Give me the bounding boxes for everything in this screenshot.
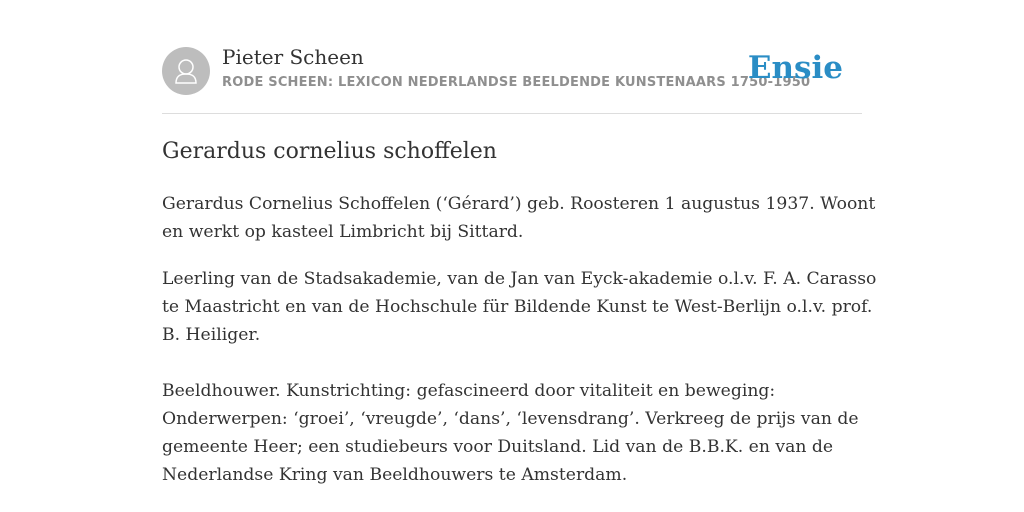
- article-body: [162, 190, 877, 489]
- paragraph-line: Gerardus Cornelius Schoffelen (‘Gérard’) geb. Roosteren 1 augustus 1937. Woont: [162, 194, 876, 214]
- paragraph-line: Onderwerpen: ‘groei’, ‘vreugde’, ‘dans’, ‘levensdrang’. Verkreeg de prijs van de: [162, 409, 859, 429]
- article-paragraph: [162, 377, 872, 489]
- user-silhouette-icon: [162, 47, 210, 95]
- article-title: Gerardus cornelius schoffelen: [162, 139, 497, 164]
- article-page: [162, 0, 877, 512]
- paragraph-line: gemeente Heer; een studiebeurs voor Duitsland. Lid van de B.B.K. en van de: [162, 437, 834, 457]
- paragraph-line: te Maastricht en van de Hochschule für Bildende Kunst te West-Berlijn o.l.v. prof.: [162, 297, 873, 317]
- author-avatar[interactable]: [162, 47, 210, 95]
- paragraph-line: Leerling van de Stadsakademie, van de Jan van Eyck-akademie o.l.v. F. A. Carasso: [162, 269, 877, 289]
- brand-logo[interactable]: Ensie: [747, 50, 843, 86]
- article-paragraph: [162, 265, 877, 349]
- paragraph-line: Nederlandse Kring van Beeldhouwers te Amsterdam.: [162, 465, 628, 485]
- author-name[interactable]: Pieter Scheen: [222, 45, 364, 69]
- paragraph-line: B. Heiliger.: [162, 325, 261, 345]
- paragraph-line: en werkt op kasteel Limbricht bij Sittard.: [162, 222, 524, 242]
- article-header: [162, 0, 862, 114]
- paragraph-line: Beeldhouwer. Kunstrichting: gefascineerd door vitaliteit en beweging:: [162, 381, 776, 401]
- source-name[interactable]: RODE SCHEEN: LEXICON NEDERLANDSE BEELDENDE KUNSTENAARS 1750-1950: [222, 75, 811, 90]
- article-paragraph: [162, 190, 876, 246]
